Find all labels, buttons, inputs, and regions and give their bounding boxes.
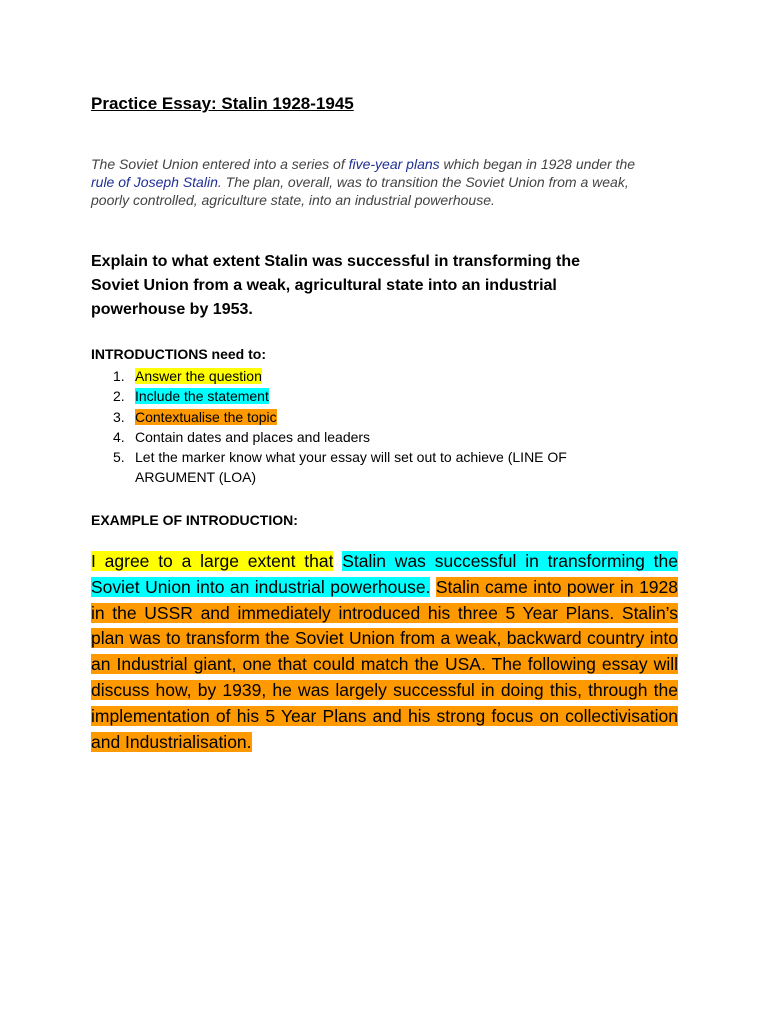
intro-line-1 [91, 155, 691, 173]
list-number: 5. [113, 449, 125, 466]
list-item-text: Contain dates and places and leaders [135, 428, 371, 445]
list-number: 1. [113, 368, 125, 384]
five-year-plans-link[interactable]: five-year plans [348, 156, 440, 172]
intro-text: which began in 1928 under the [439, 156, 636, 172]
list-number: 4. [113, 428, 125, 445]
intro-line-3: poorly controlled, agriculture state, into an industrial powerhouse. [91, 192, 495, 208]
list-item [91, 386, 567, 406]
question-line: Explain to what extent Stalin was successful in transforming the [91, 253, 580, 270]
context-segment: Stalin came into power in 1928 in the USSR and immediately introduced his three 5 Year Plans. Stalin’s plan was to transform the Soviet Union from a weak, backward country into an Industrial giant, one that could match the USA. The following essay will discuss how, by 1939, he was largely successful in doing this, through the implementation of his 5 Year Plans and his strong focus on collectivisation and Industrialisation. [91, 576, 678, 752]
requirements-list [91, 366, 567, 488]
answer-segment: I agree to a large extent that [91, 551, 334, 571]
intro-text: The Soviet Union entered into a series of [91, 156, 349, 172]
list-item-text: Let the marker know what your essay will set out to achieve (LINE OF [135, 449, 567, 466]
essay-question [91, 250, 651, 322]
intro-text: . The plan, overall, was to transition the Soviet Union from a weak, [217, 174, 629, 190]
list-item [91, 407, 567, 427]
list-item-text: Answer the question [135, 368, 262, 384]
list-item [91, 366, 567, 386]
statement-segment: Stalin was successful in transforming the Soviet Union into an industrial powerhouse. [91, 551, 678, 597]
joseph-stalin-link[interactable]: rule of Joseph Stalin [91, 174, 218, 190]
intro-paragraph [91, 155, 691, 209]
example-heading: EXAMPLE OF INTRODUCTION: [91, 512, 298, 528]
list-item [91, 427, 567, 447]
list-item-continuation [91, 467, 567, 487]
question-line: powerhouse by 1953. [91, 301, 253, 318]
intro-line-2 [91, 173, 691, 191]
question-line: Soviet Union from a weak, agricultural state into an industrial [91, 277, 557, 294]
list-item [91, 447, 567, 467]
list-item-text: Contextualise the topic [135, 408, 277, 425]
page-title: Practice Essay: Stalin 1928-1945 [91, 94, 354, 113]
list-number: 2. [113, 388, 125, 405]
introductions-heading: INTRODUCTIONS need to: [91, 346, 266, 362]
list-item-text: Include the statement [135, 388, 269, 405]
list-number: 3. [113, 408, 125, 425]
example-introduction [91, 549, 678, 755]
list-item-text: ARGUMENT (LOA) [135, 469, 257, 486]
